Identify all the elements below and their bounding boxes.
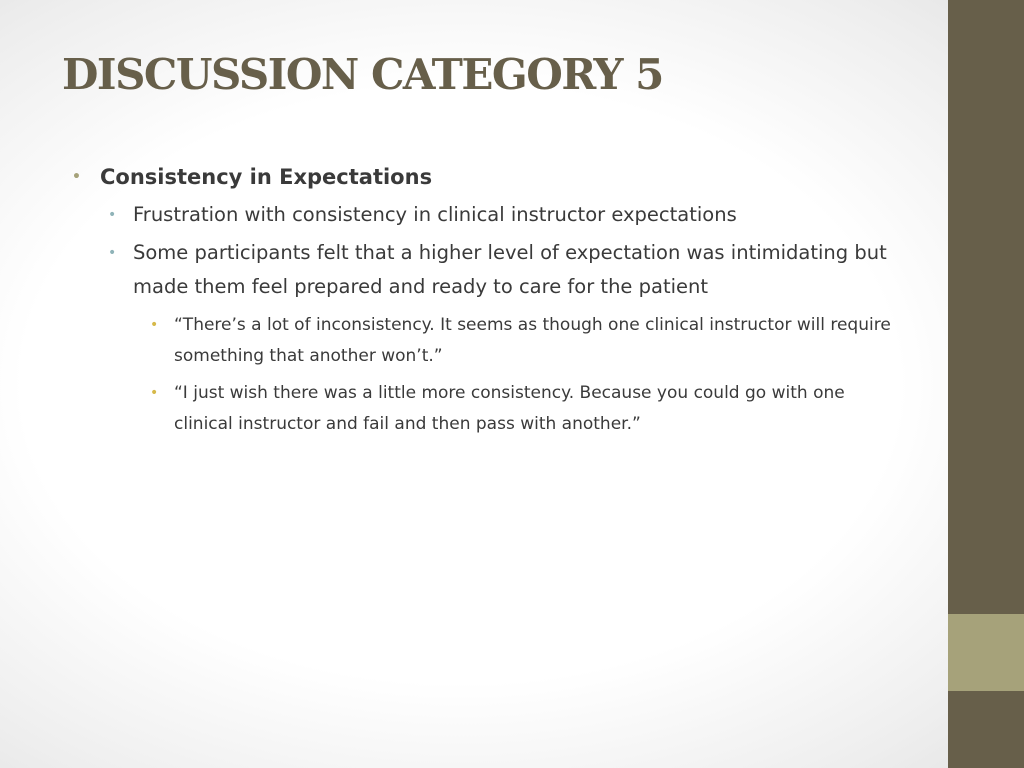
bullet-text: Consistency in Expectations: [100, 165, 433, 189]
bullet-level2: [72, 236, 892, 304]
quote-text: “There’s a lot of inconsistency. It seems as though one clinical instructor will require something that another won’t.”: [174, 315, 891, 366]
bullet-dot-icon: •: [72, 169, 81, 185]
bullet-level3-quote: [72, 310, 892, 372]
bullet-dot-icon: •: [108, 245, 117, 261]
bullet-text: Some participants felt that a higher level of expectation was intimidating but made them feel prepared and ready to care for the patient: [133, 241, 887, 298]
sidebar-accent-block: [948, 614, 1024, 691]
bullet-level1: [72, 160, 892, 194]
bullet-level3-quote: [72, 378, 892, 440]
bullet-text: Frustration with consistency in clinical instructor expectations: [133, 203, 737, 226]
bullet-level2: [72, 198, 892, 232]
bullet-dot-icon: •: [150, 385, 159, 401]
quote-text: “I just wish there was a little more consistency. Because you could go with one clinical instructor and fail and then pass with another.”: [174, 383, 845, 434]
bullet-dot-icon: •: [150, 317, 159, 333]
slide-title: DISCUSSION CATEGORY 5: [62, 50, 663, 99]
slide-content: [72, 160, 892, 440]
bullet-dot-icon: •: [108, 207, 117, 223]
